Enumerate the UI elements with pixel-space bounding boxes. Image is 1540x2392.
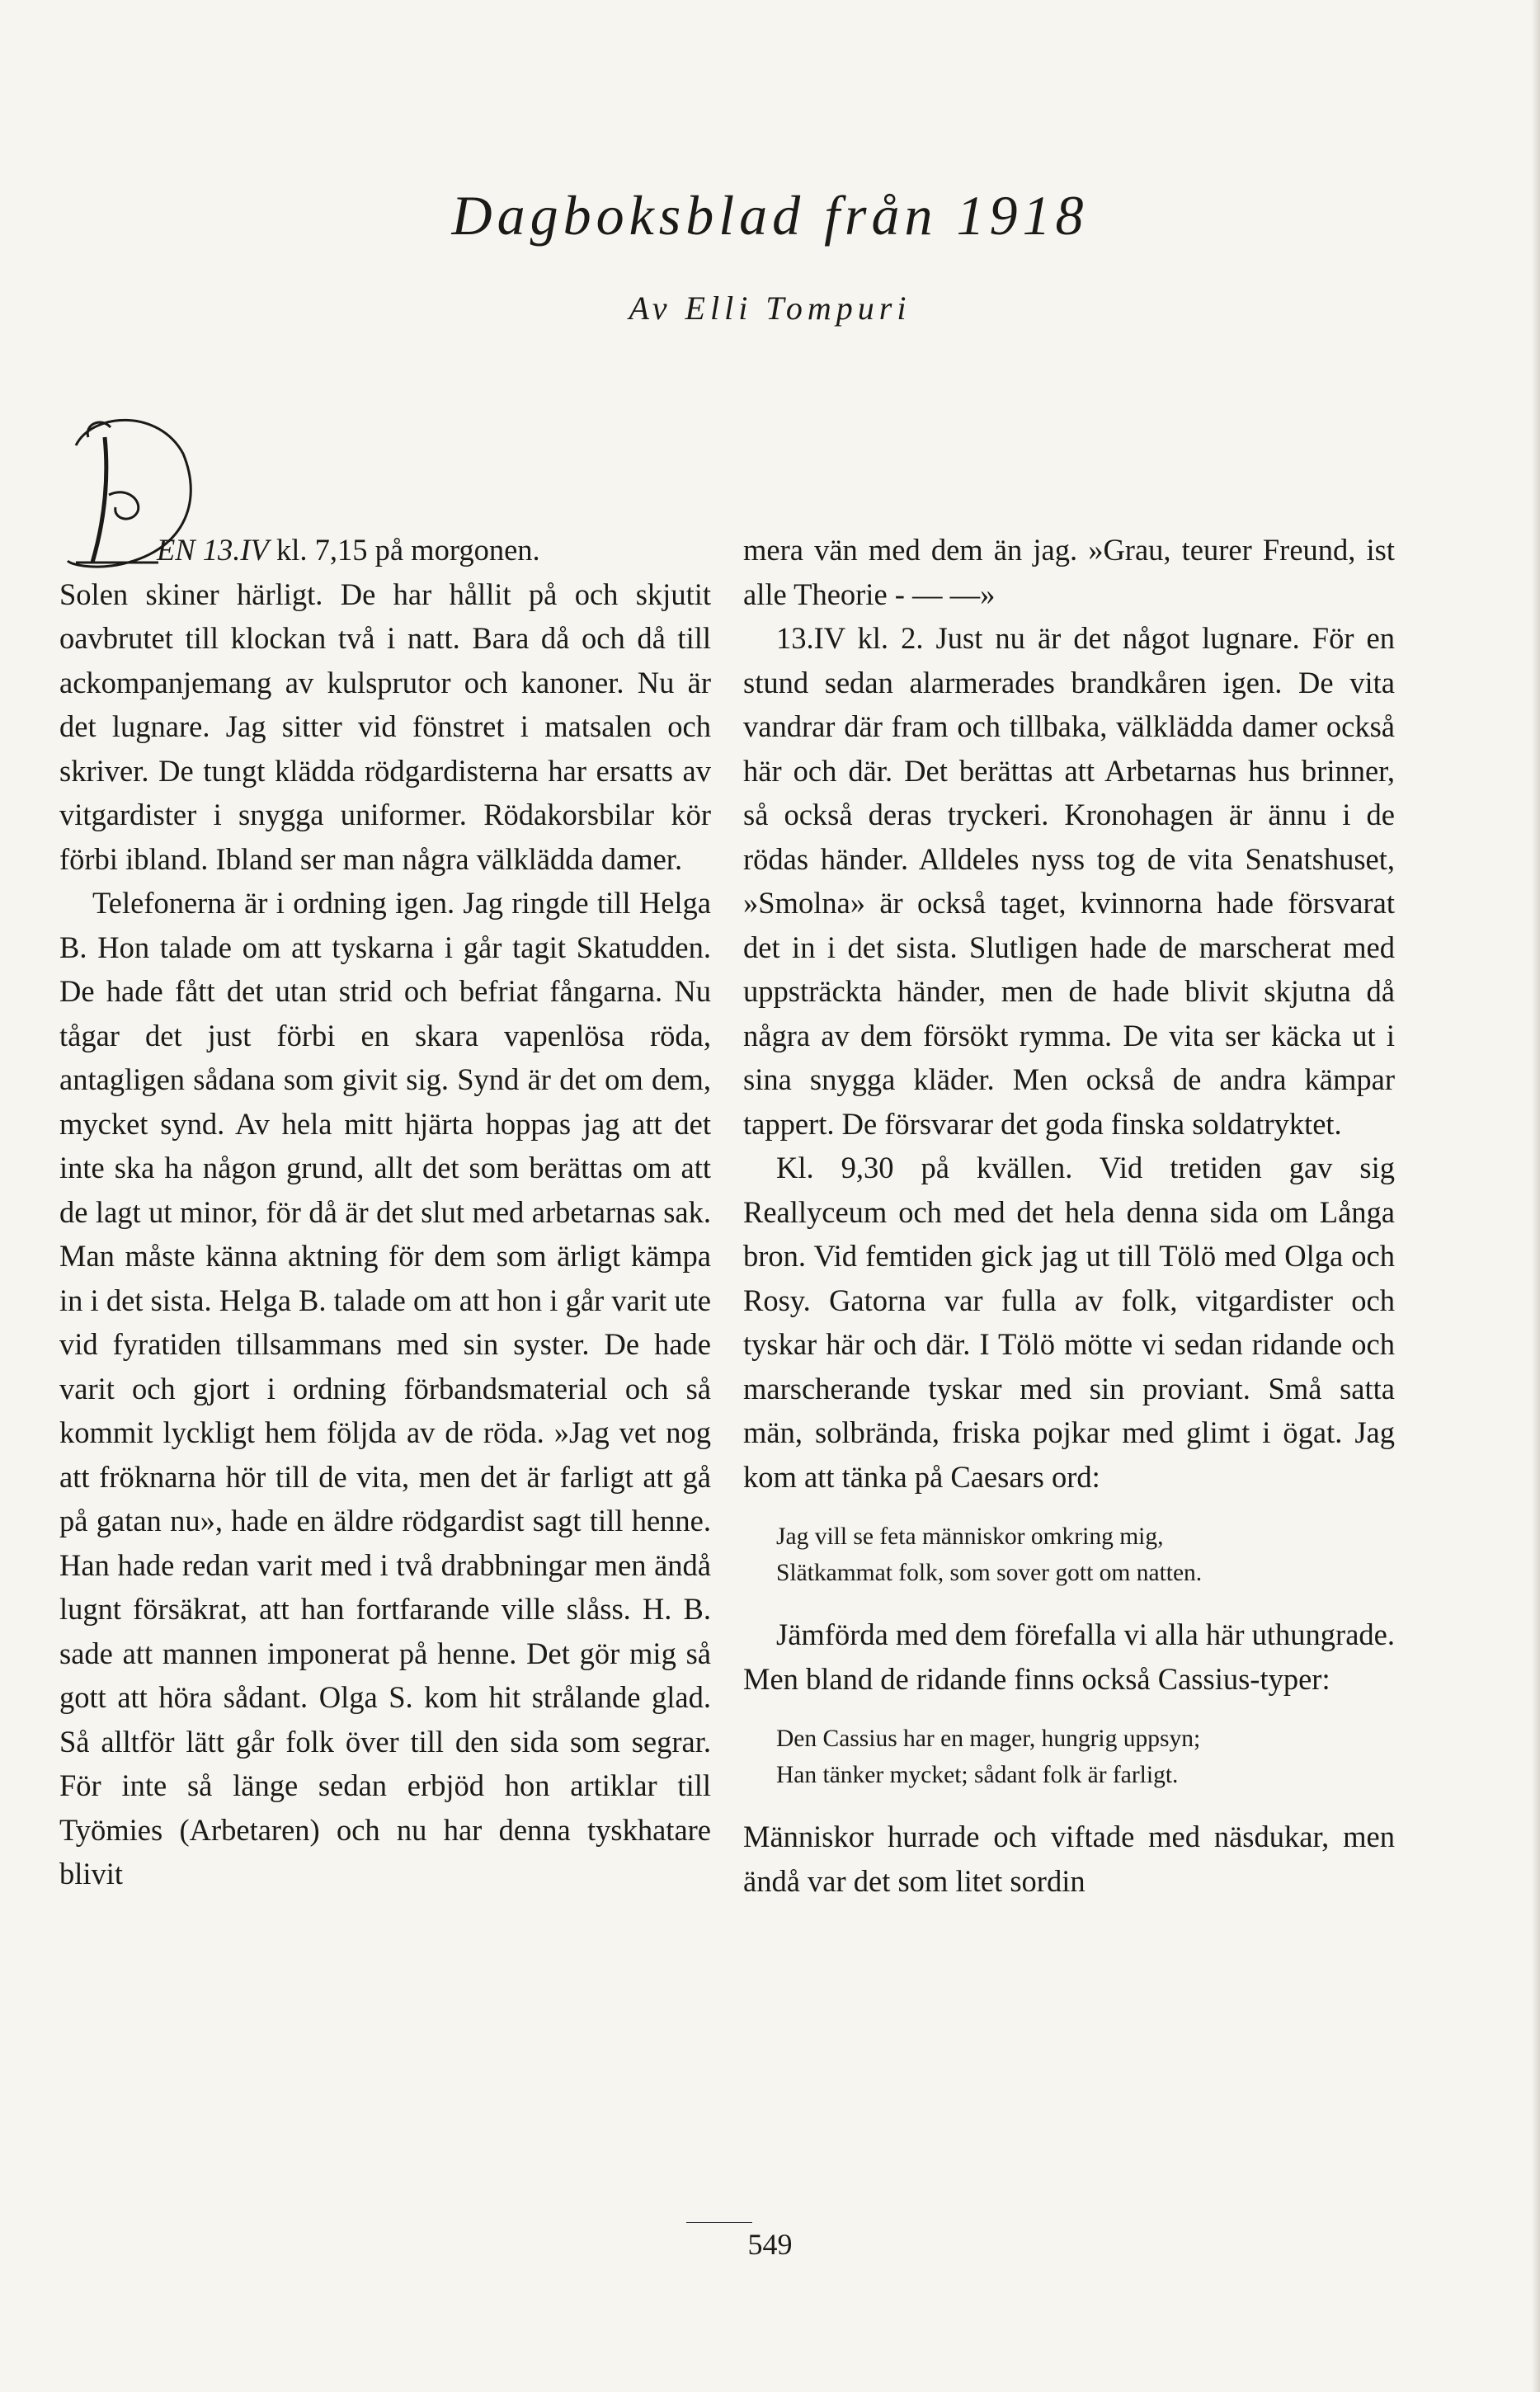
paragraph: Människor hurrade och viftade med näsdukar, men ändå var det som litet sordin — [743, 1820, 1395, 1898]
article-title: Dagboksblad från 1918 — [451, 184, 1089, 247]
opening-line — [59, 388, 711, 572]
paragraph: Telefonerna är i ordning igen. Jag ringde till Helga B. Hon talade om att tyskarna i går tagit Skatudden. De hade fått det utan strid och befriat fångarna. Nu tågar det just förbi en skara vapenlösa röda, antagligen sådana som givit sig. Synd är det om dem, mycket synd. Av hela mitt hjärta hoppas jag att det inte ska ha någon grund, allt det som berättas om att de lagt ut minor, för då är det slut med arbetarnas sak. Man måste känna aktning för dem som ärligt kämpa in i det sista. Helga B. talade om att hon i går varit ute vid fyratiden tillsammans med sin syster. De hade varit och gjort i ordning förbandsmaterial och så kommit lyckligt hem följda av de röda. »Jag vet nog att fröknarna hör till de vita, men det är farligt att gå på gatan nu», hade en äldre rödgardist sagt till henne. Han hade redan varit med i två drabbningar men ändå lugnt försäkrat, att han fortfarande ville slåss. H. B. sade att mannen imponerat på henne. Det gör mig så gott att höra sådant. Olga S. kom hit strålande glad. Så alltför lätt går folk över till den sida som segrar. För inte så länge sedan erbjöd hon artiklar till Työmies (Arbetaren) och nu har denna tyskhatare blivit — [59, 886, 711, 1891]
verse-line: Slätkammat folk, som sover gott om natten. — [776, 1560, 1203, 1586]
left-column — [59, 388, 711, 1896]
paragraph: mera vän med dem än jag. »Grau, teurer Freund, ist alle Theorie - — —» — [743, 533, 1395, 611]
page-edge — [1532, 0, 1540, 2392]
paragraph: 13.IV kl. 2. Just nu är det något lugnare. För en stund sedan alarmerades brandkåren igen. De vita vandrar där fram och tillbaka, välklädda damer också här och där. Det berättas att Arbetarnas hus brinner, så också deras tryckeri. Kronohagen är ännu i de rödas händer. Alldeles nyss tog de vita Senatshuset, »Smolna» är också taget, kvinnorna hade försvarat det in i det sista. Slutligen hade de marscherat med uppsträckta händer, men de hade blivit skjutna då några av dem försökt rymma. De vita ser käcka ut i sina snygga kläder. Men också de andra kämpar tappert. De försvarar det goda finska soldatryktet. — [743, 621, 1395, 1141]
article-author: Av Elli Tompuri — [629, 290, 911, 327]
verse-line: Han tänker mycket; sådant folk är farligt. — [776, 1762, 1179, 1788]
entry-date: EN 13.IV — [157, 533, 269, 567]
verse-quote — [743, 1519, 1395, 1591]
paragraph: Solen skiner härligt. De har hållit på och skjutit oavbrutet till klockan två i natt. Bara då och då till ackompanjemang av kulsprutor och kanoner. Nu är det lugnare. Jag sitter vid fönstret i matsalen och skriver. De tungt klädda rödgardisterna har ersatts av vitgardister i snygga uniformer. Rödakorsbilar kör förbi ibland. Ibland ser man några välklädda damer. — [59, 577, 711, 876]
verse-quote — [743, 1721, 1395, 1793]
paragraph: Jämförda med dem förefalla vi alla här uthungrade. Men bland de ridande finns också Cassius-typer: — [743, 1617, 1395, 1696]
right-column — [743, 528, 1395, 1903]
page-number-rule — [686, 2222, 752, 2223]
paragraph: Kl. 9,30 på kvällen. Vid tretiden gav sig Reallyceum och med det hela denna sida om Långa bron. Vid femtiden gick jag ut till Tölö med Olga och Rosy. Gatorna var fulla av folk, vitgardister och tyskar här och där. I Tölö mötte vi sedan ridande och marscherande tyskar med sin proviant. Små satta män, solbrända, friska pojkar med glimt i ögat. Jag kom att tänka på Caesars ord: — [743, 1151, 1395, 1494]
verse-line: Den Cassius har en mager, hungrig uppsyn; — [776, 1726, 1201, 1752]
verse-line: Jag vill se feta människor omkring mig, — [776, 1523, 1164, 1550]
opening-line-text: kl. 7,15 på morgonen. — [276, 533, 540, 567]
dropcap-d-ornament — [59, 388, 204, 573]
page-number: 549 — [747, 2228, 793, 2261]
